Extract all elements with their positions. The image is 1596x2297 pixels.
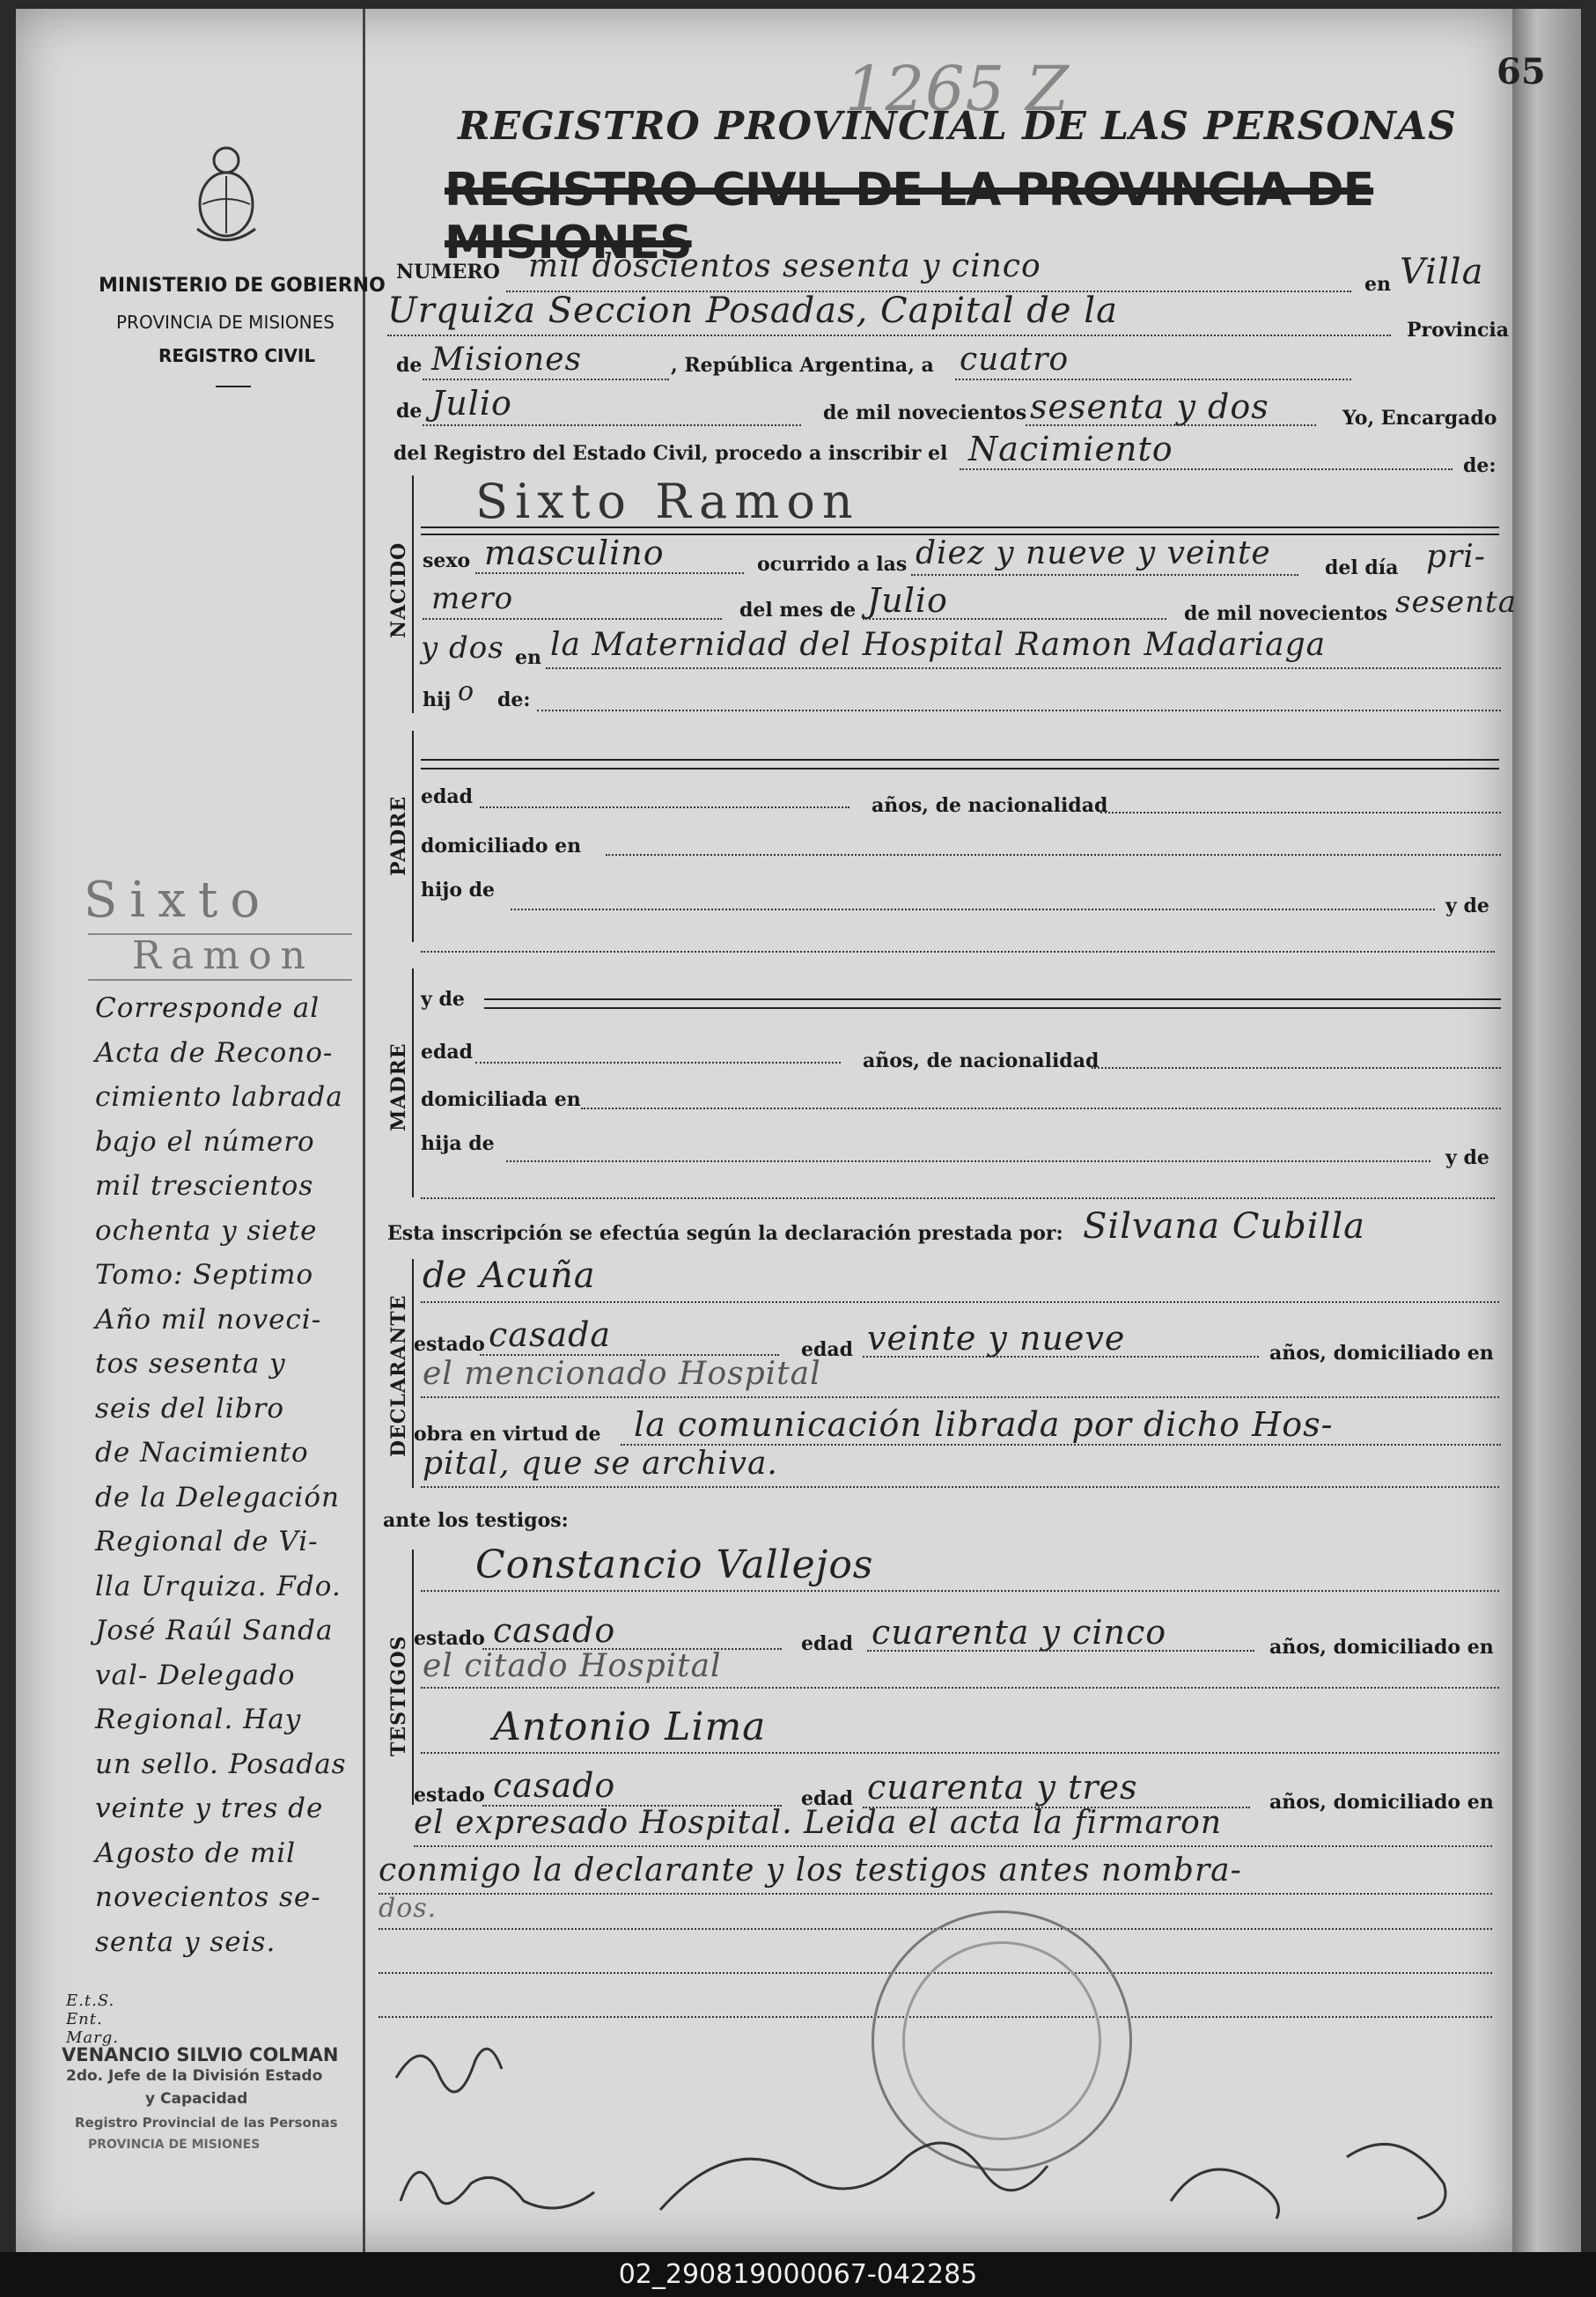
nacido-name: Sixto Ramon [475, 474, 860, 529]
dia-value-2: mero [431, 581, 514, 616]
hij-line [537, 710, 1501, 711]
place-value-2: Urquiza Seccion Posadas, Capital de la [387, 291, 1118, 331]
margin-note-title-1: Sixto [84, 872, 273, 929]
madre-domiciliada-label: domiciliada en [421, 1088, 581, 1111]
declarante-domiciliado-label: años, domiciliado en [1269, 1342, 1494, 1365]
official-title-4: PROVINCIA DE MISIONES [88, 2138, 261, 2152]
birth-place-line [546, 667, 1501, 669]
margin-note-line: Acta de Recono- [95, 1036, 334, 1069]
place-value-1: Villa [1400, 252, 1484, 292]
margin-note-line: veinte y tres de [95, 1793, 324, 1824]
hij-de-label: de: [497, 688, 531, 711]
margin-note-line: Agosto de mil [95, 1837, 297, 1869]
official-title-1: 2do. Jefe de la División Estado [66, 2067, 323, 2085]
declarante-domicilio-line [421, 1396, 1499, 1398]
dia-line [423, 618, 722, 620]
padre-domiciliado-label: domiciliado en [421, 835, 582, 858]
obra-line-2 [421, 1486, 1499, 1488]
numero-label: NUMERO [396, 261, 500, 283]
madre-nacionalidad-line [1092, 1067, 1501, 1069]
nacido-name-line-1 [421, 526, 1499, 528]
testigo-2-name: Antonio Lima [493, 1704, 767, 1749]
margin-title-line-2 [88, 979, 352, 981]
closing-text-2: dos. [379, 1893, 438, 1924]
testigo-1-domiciliado-label: años, domiciliado en [1269, 1636, 1494, 1659]
closing-text-1: conmigo la declarante y los testigos antes nombra- [379, 1852, 1242, 1888]
ocurrido-label: ocurrido a las [757, 553, 908, 576]
margin-note-line: seis del libro [95, 1392, 285, 1425]
padre-hijo-label: hijo de [421, 879, 496, 902]
province-value: Misiones [431, 342, 583, 378]
en-label-2: en [515, 646, 541, 669]
margin-note-line: un sello. Posadas [95, 1748, 347, 1780]
testigos-bracket [412, 1550, 414, 1805]
image-id-footer: 02_290819000067-042285 [0, 2252, 1596, 2297]
de-label: de [396, 354, 423, 377]
margin-note-line: Regional. Hay [95, 1704, 302, 1735]
testigo-2-estado-value: casado [493, 1766, 616, 1805]
madre-y-de-line [421, 1197, 1495, 1199]
province-line [423, 379, 669, 380]
margin-note-title-2: Ramon [132, 933, 314, 978]
year-line [1026, 424, 1316, 426]
declarante-edad-value: veinte y nueve [867, 1319, 1126, 1358]
dia-label: del día [1325, 556, 1399, 579]
declarante-name-2: de Acuña [423, 1255, 596, 1296]
declarante-bracket [412, 1259, 414, 1488]
madre-y-de-label: y de [1445, 1146, 1489, 1169]
madre-name-line-2 [484, 1007, 1501, 1009]
madre-anos-label: años, de nacionalidad [863, 1049, 1100, 1072]
act-type-line [960, 468, 1453, 470]
year-value-1: sesenta [1395, 585, 1517, 620]
official-title-3: Registro Provincial de las Personas [75, 2115, 338, 2131]
hour-line [911, 574, 1298, 576]
ministry-office: REGISTRO CIVIL [158, 345, 316, 366]
padre-edad-line [480, 806, 849, 808]
margin-note-line: bajo el número [95, 1125, 315, 1158]
ministry-name: MINISTERIO DE GOBIERNO [99, 275, 386, 297]
madre-edad-line [475, 1062, 841, 1064]
testigo-2-domicilio-line [414, 1845, 1492, 1847]
birth-place-value: la Maternidad del Hospital Ramon Madariaga [550, 627, 1327, 663]
mes-value: Julio [867, 581, 948, 620]
hij-suffix: o [458, 676, 475, 707]
signatures-scribble [379, 2025, 1505, 2245]
testigo-2-edad-value: cuarenta y tres [867, 1768, 1138, 1807]
act-type-value: Nacimiento [968, 430, 1173, 468]
dia-value-1: pri- [1426, 539, 1486, 575]
madre-bracket [412, 968, 414, 1197]
section-padre: PADRE [387, 795, 410, 876]
obra-label: obra en virtud de [414, 1423, 601, 1446]
declarante-name-line [421, 1301, 1499, 1303]
mes-line [863, 618, 1166, 620]
declarante-estado-value: casada [489, 1315, 612, 1354]
testigo-2-domicilio-value: el expresado Hospital. Leida el acta la firmaron [414, 1805, 1223, 1841]
margin-note-line: de la Delegación [95, 1481, 340, 1513]
registro-text: del Registro del Estado Civil, procedo a inscribir el [393, 442, 948, 465]
testigo-2-domiciliado-label: años, domiciliado en [1269, 1791, 1494, 1814]
margin-note-line: lla Urquiza. Fdo. [95, 1570, 342, 1602]
margin-note-line: senta y seis. [95, 1925, 276, 1958]
month-line [423, 424, 801, 426]
nacido-bracket [412, 475, 414, 713]
testigo-2-estado-label: estado [414, 1784, 485, 1807]
madre-domicilio-line [581, 1108, 1501, 1109]
section-declarante: DECLARANTE [387, 1294, 410, 1457]
coat-of-arms-icon [187, 141, 266, 247]
hour-value: diez y nueve y veinte [916, 535, 1271, 571]
testigo-1-edad-line [867, 1650, 1254, 1652]
testigo-1-name: Constancio Vallejos [475, 1542, 874, 1587]
margin-note-line: Año mil noveci- [95, 1303, 322, 1336]
padre-hijo-line [511, 909, 1435, 910]
margin-note-line: val- Delegado [95, 1659, 296, 1691]
mes-label: del mes de [739, 599, 857, 622]
madre-edad-label: edad [421, 1041, 474, 1064]
declarante-edad-label: edad [801, 1338, 854, 1361]
place-line [387, 335, 1391, 336]
testigo-2-edad-label: edad [801, 1787, 854, 1810]
margin-note-line: mil trescientos [95, 1170, 314, 1202]
margin-note-line: Regional de Vi- [95, 1526, 319, 1557]
ministry-province: PROVINCIA DE MISIONES [116, 312, 335, 333]
sexo-label: sexo [423, 549, 471, 572]
page-number: 65 [1497, 51, 1546, 92]
padre-name-line-1 [421, 759, 1499, 761]
margin-note-line: cimiento labrada [95, 1081, 343, 1113]
testigos-label: ante los testigos: [383, 1509, 569, 1532]
declarante-name-1: Silvana Cubilla [1083, 1206, 1365, 1247]
en-label: en [1364, 273, 1391, 296]
official-name: VENANCIO SILVIO COLMAN [62, 2044, 339, 2065]
mil-label: de mil novecientos [1184, 602, 1388, 625]
sexo-line [475, 572, 744, 574]
margin-note-line: Corresponde al [95, 992, 320, 1024]
month-value: Julio [431, 384, 512, 423]
provincia-label: Provincia [1407, 319, 1509, 342]
year-value: sesenta y dos [1030, 387, 1269, 426]
official-title-2: y Capacidad [145, 2090, 248, 2108]
year-value-2: y dos [421, 630, 504, 666]
de-label-2: de [396, 400, 423, 423]
testigo-1-estado-value: casado [493, 1611, 616, 1650]
padre-anos-label: años, de nacionalidad [872, 794, 1108, 817]
padre-y-de-line [421, 951, 1495, 953]
struck-title: REGISTRO CIVIL DE LA PROVINCIA DE MISIONES [445, 164, 1374, 269]
closing-line-1 [379, 1893, 1492, 1895]
testigo-1-edad-label: edad [801, 1632, 854, 1655]
padre-bracket [412, 731, 414, 942]
declarante-edad-line [863, 1356, 1259, 1358]
de-colon-label: de: [1463, 454, 1497, 477]
mil-novecientos-label: de mil novecientos [823, 401, 1027, 424]
day-value: cuatro [960, 342, 1070, 378]
sexo-value: masculino [484, 534, 665, 572]
padre-y-de-label: y de [1445, 895, 1489, 917]
encargado-text: Yo, Encargado [1342, 407, 1497, 430]
testigo-1-domicilio-line [421, 1687, 1499, 1689]
margin-note-body [95, 986, 368, 1964]
testigo-1-edad-value: cuarenta y cinco [872, 1613, 1167, 1652]
declarante-domicilio-value: el mencionado Hospital [423, 1356, 821, 1392]
margin-note-line: novecientos se- [95, 1881, 321, 1913]
numero-value: mil doscientos sesenta y cinco [528, 248, 1041, 284]
padre-nacionalidad-line [1100, 812, 1501, 814]
section-nacido: NACIDO [387, 541, 410, 638]
book-edge [1512, 9, 1581, 2252]
margin-note-line: Tomo: Septimo [95, 1259, 314, 1291]
declarante-estado-label: estado [414, 1333, 485, 1356]
margin-note-line: tos sesenta y [95, 1348, 286, 1380]
padre-name-line-2 [421, 768, 1499, 769]
padre-domicilio-line [606, 854, 1501, 856]
registry-title: REGISTRO PROVINCIAL DE LAS PERSONAS [458, 104, 1457, 149]
declaracion-intro: Esta inscripción se efectúa según la declaración prestada por: [387, 1222, 1063, 1245]
padre-edad-label: edad [421, 785, 474, 808]
margin-note-line: de Nacimiento [95, 1437, 309, 1469]
testigo-1-domicilio-value: el citado Hospital [423, 1648, 722, 1684]
republica-text: , República Argentina, a [671, 354, 934, 377]
testigo-1-estado-label: estado [414, 1627, 485, 1650]
day-line [955, 379, 1351, 380]
section-madre: MADRE [387, 1042, 410, 1131]
ministry-rule [216, 386, 251, 387]
handwritten-ref-number: 1265 Z [845, 53, 1070, 125]
margin-signoff: E.t.S. Ent. Marg. [66, 1991, 120, 2047]
hij-label: hij [423, 688, 452, 711]
madre-y-de-top: y de [421, 988, 465, 1011]
testigo-2-name-line [421, 1752, 1499, 1754]
testigo-1-name-line [421, 1590, 1499, 1592]
margin-note-line: ochenta y siete [95, 1214, 318, 1247]
madre-hija-line [506, 1160, 1431, 1162]
obra-value-1: la comunicación librada por dicho Hos- [634, 1405, 1334, 1444]
madre-name-line-1 [484, 998, 1501, 1000]
madre-hija-label: hija de [421, 1132, 495, 1155]
margin-note-line: José Raúl Sanda [95, 1615, 334, 1646]
obra-value-2: pital, que se archiva. [423, 1446, 778, 1482]
section-testigos: TESTIGOS [387, 1635, 410, 1756]
